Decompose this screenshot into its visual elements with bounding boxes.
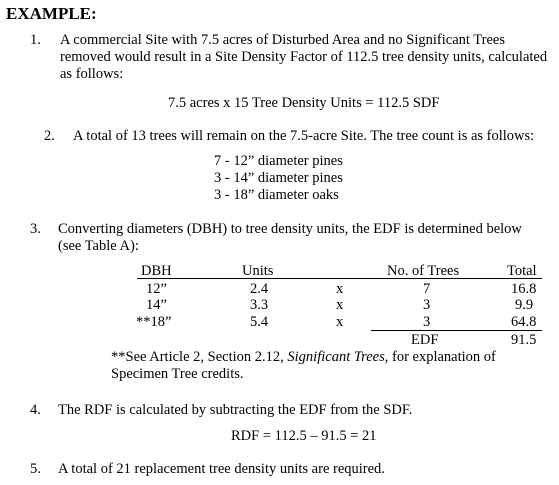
row-2-dbh: 14” [146,297,167,313]
item-2-line-1: A total of 13 trees will remain on the 7.5-acre Site. The tree count is as follows: [73,128,535,144]
row-2-trees: 3 [423,297,431,313]
item-4-number: 4. [30,402,41,418]
row-1-total: 16.8 [511,281,537,297]
edf-total: 91.5 [511,332,537,348]
tree-count-pines-14: 3 - 14” diameter pines [214,170,343,186]
item-5-number: 5. [30,461,41,477]
row-3-total: 64.8 [511,314,537,330]
row-1-trees: 7 [423,281,431,297]
item-3-line-2: (see Table A): [58,238,139,254]
row-1-units: 2.4 [250,281,269,297]
example-heading: EXAMPLE: [6,4,97,23]
item-1-formula: 7.5 acres x 15 Tree Density Units = 112.5 SDF [168,95,440,111]
row-2-total: 9.9 [515,297,534,313]
row-3-units: 5.4 [250,314,269,330]
row-2-multiply: x [336,297,344,313]
item-1-line-2: removed would result in a Site Density Factor of 112.5 tree density units, calculated [60,49,548,65]
note-prefix: **See Article 2, Section 2.12, [111,349,284,365]
item-1-line-1: A commercial Site with 7.5 acres of Disturbed Area and no Significant Trees [60,32,505,48]
item-2-number: 2. [44,128,55,144]
specimen-note-line-2: Specimen Tree credits. [111,366,244,382]
item-3-line-1: Converting diameters (DBH) to tree density units, the EDF is determined below [58,221,522,237]
row-2-units: 3.3 [250,297,269,313]
item-1-number: 1. [30,32,41,48]
item-3-number: 3. [30,221,41,237]
header-underline [137,278,542,279]
header-total: Total [507,263,537,279]
row-1-dbh: 12” [146,281,167,297]
edf-label: EDF [411,332,439,348]
item-5-line-1: A total of 21 replacement tree density units are required. [58,461,385,477]
header-dbh: DBH [141,263,172,279]
row-3-trees: 3 [423,314,431,330]
row-1-multiply: x [336,281,344,297]
item-1-line-3: as follows: [60,66,124,82]
item-4-line-1: The RDF is calculated by subtracting the EDF from the SDF. [58,402,413,418]
tree-count-pines-12: 7 - 12” diameter pines [214,153,343,169]
row-3-dbh: **18” [136,314,172,330]
item-4-formula: RDF = 112.5 – 91.5 = 21 [231,428,377,444]
header-units: Units [242,263,274,279]
note-suffix: , for explanation of [384,349,496,365]
total-underline [371,330,542,331]
tree-count-oaks-18: 3 - 18” diameter oaks [214,187,339,203]
row-3-multiply: x [336,314,344,330]
header-no-of-trees: No. of Trees [387,263,460,279]
specimen-note-line-1 [111,349,496,366]
note-italic-term: Significant Trees [287,349,385,365]
